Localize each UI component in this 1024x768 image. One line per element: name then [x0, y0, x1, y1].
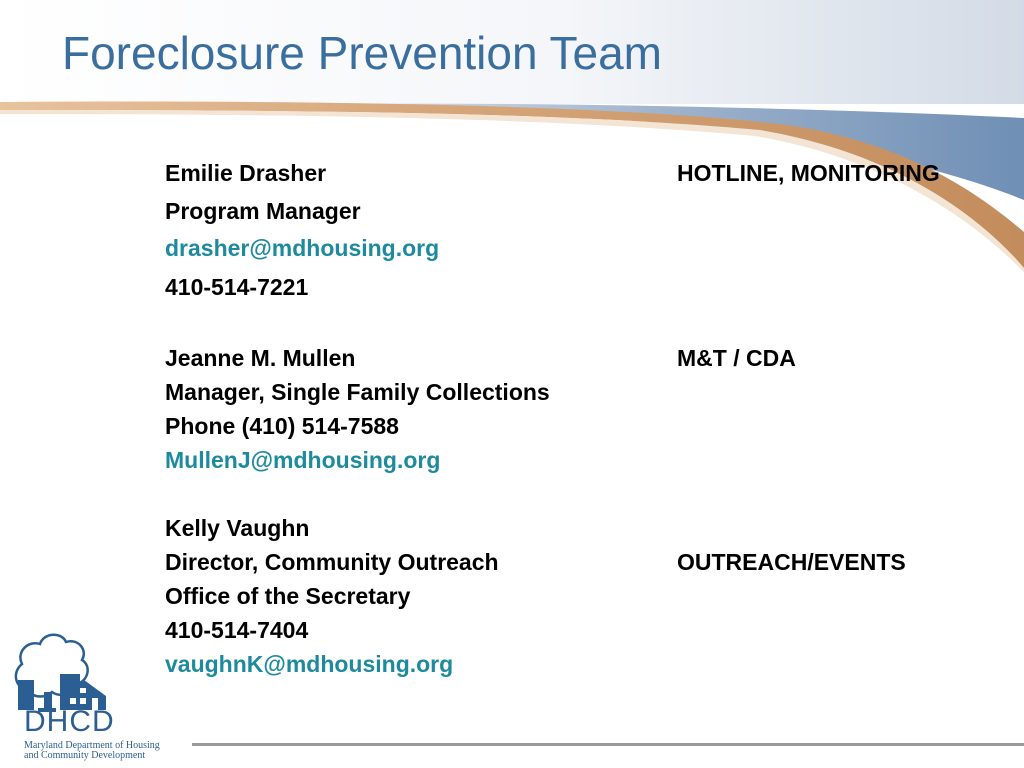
contact-title: Manager, Single Family Collections	[165, 379, 550, 405]
contact-role: OUTREACH/EVENTS	[677, 549, 906, 575]
contact-email-link[interactable]: drasher@mdhousing.org	[165, 235, 440, 261]
logo-subtitle-line1: Maryland Department of Housing	[24, 740, 160, 751]
contact-title: Program Manager	[165, 198, 361, 224]
contact-name: Kelly Vaughn	[165, 515, 310, 541]
contact-title: Director, Community Outreach	[165, 549, 499, 575]
contact-phone: Phone (410) 514-7588	[165, 413, 399, 439]
logo-abbrev: DHCD	[24, 705, 115, 738]
contact-name: Jeanne M. Mullen	[165, 345, 356, 371]
contact-email-link[interactable]: vaughnK@mdhousing.org	[165, 651, 454, 677]
contact-phone: 410-514-7404	[165, 617, 309, 643]
contact-phone: 410-514-7221	[165, 274, 309, 300]
contact-office: Office of the Secretary	[165, 583, 411, 609]
footer-divider	[192, 743, 1024, 746]
contact-name: Emilie Drasher	[165, 160, 327, 186]
contact-email-link[interactable]: MullenJ@mdhousing.org	[165, 447, 441, 473]
contact-role: HOTLINE, MONITORING	[677, 160, 940, 186]
contact-role: M&T / CDA	[677, 345, 796, 371]
logo-subtitle-line2: and Community Development	[24, 750, 146, 761]
slide-title: Foreclosure Prevention Team	[62, 27, 662, 79]
